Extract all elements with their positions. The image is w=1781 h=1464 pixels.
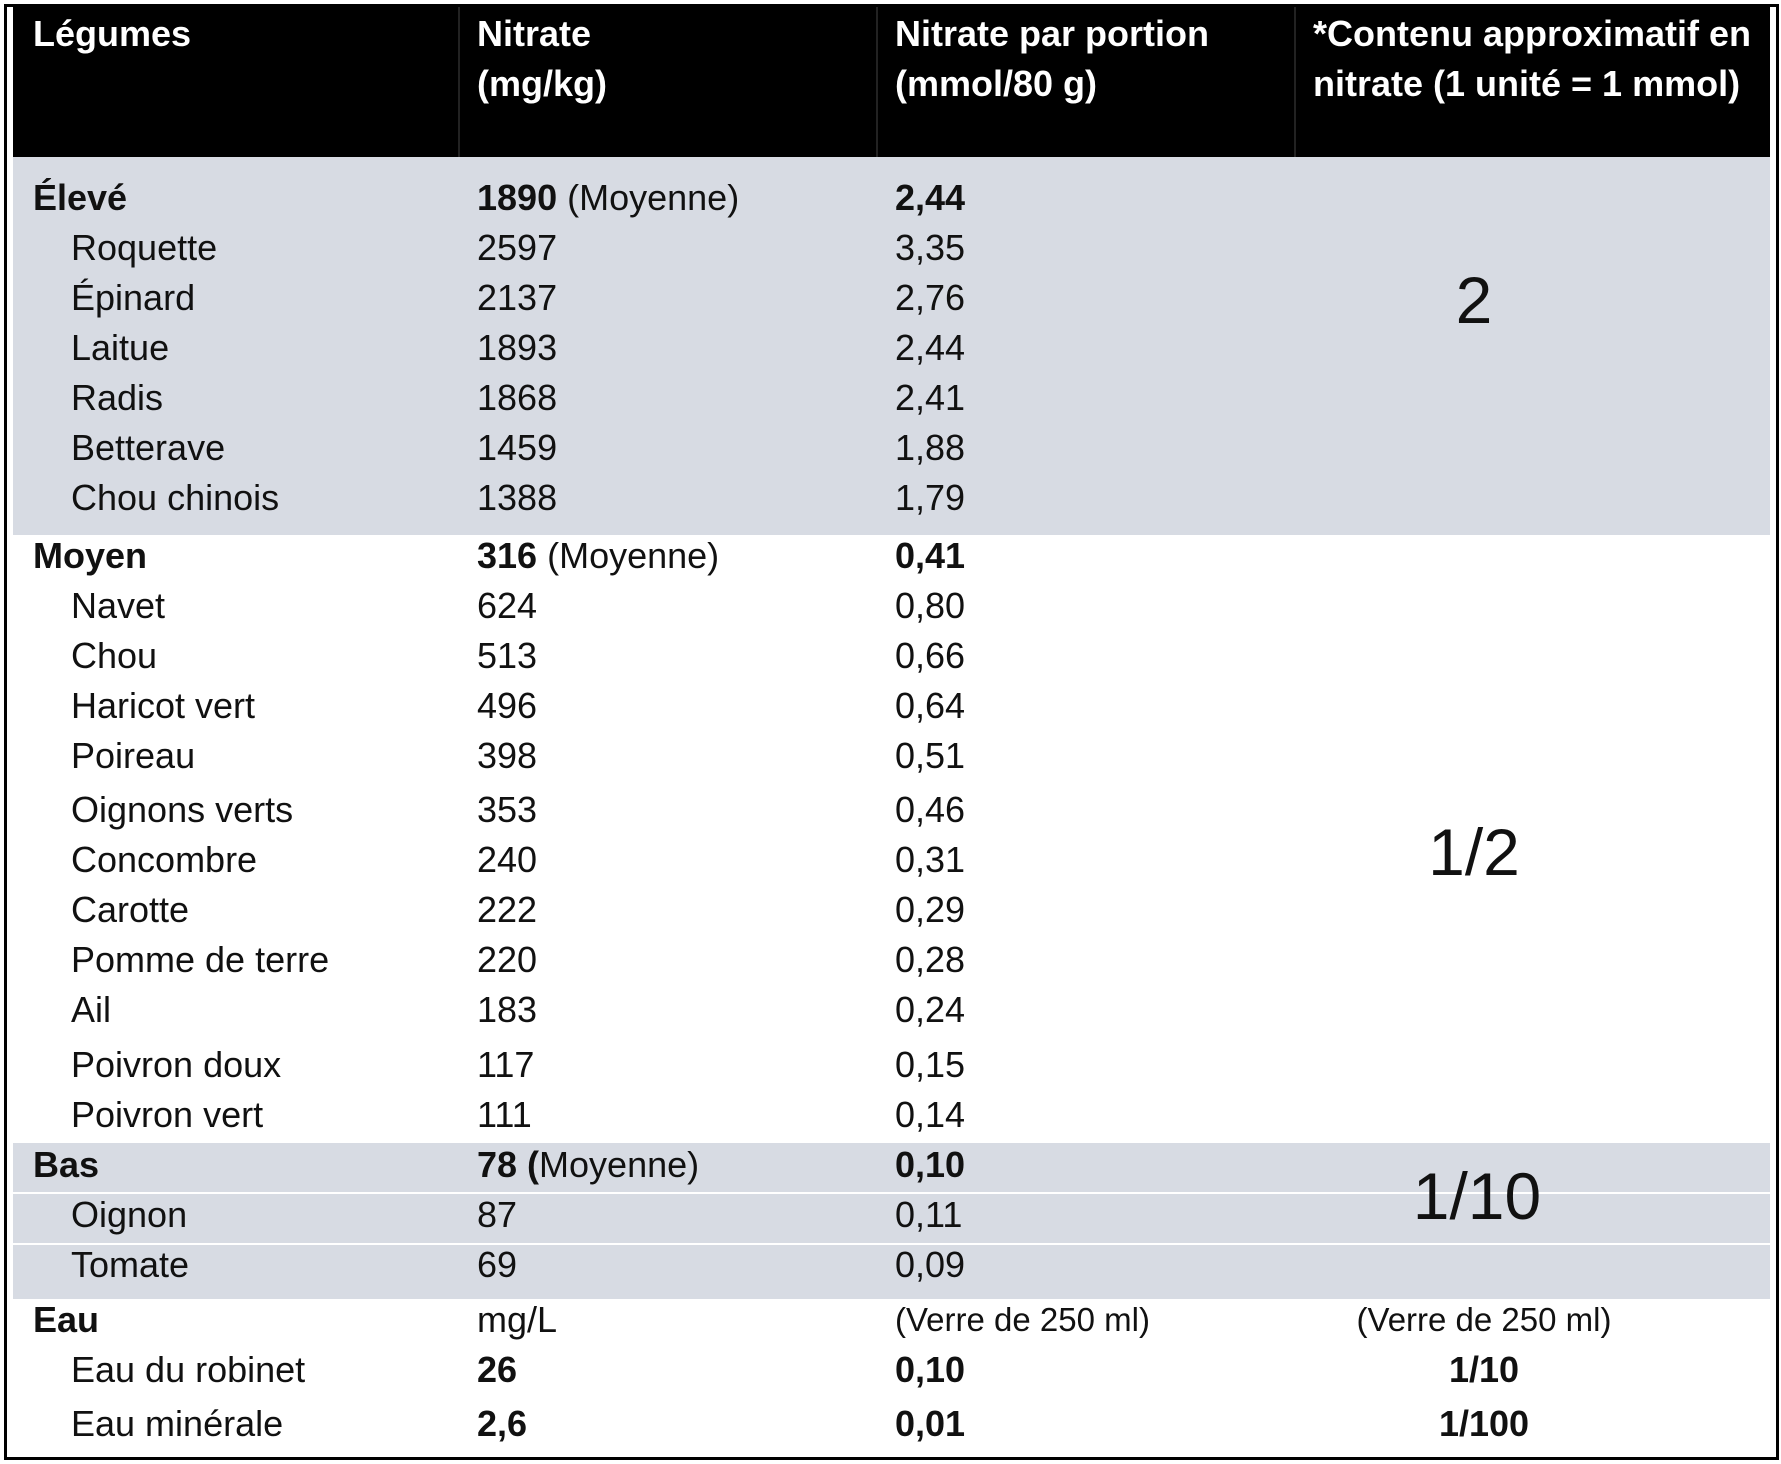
item-value: 513: [477, 635, 538, 676]
item-name: Concombre: [71, 839, 258, 880]
item-portion: 0,24: [895, 989, 966, 1030]
item-portion: 0,51: [895, 735, 966, 776]
average-value: 316: [477, 535, 538, 576]
item-name: Oignons verts: [71, 789, 294, 830]
average-note: (Moyenne): [567, 177, 740, 218]
header-portion-line2: (mmol/80 g): [895, 63, 1098, 104]
average-value: 1890: [477, 177, 558, 218]
water-item-portion: 0,10: [895, 1349, 966, 1390]
item-name: Épinard: [71, 277, 196, 318]
item-value: 111: [477, 1094, 532, 1135]
item-portion: 0,46: [895, 789, 966, 830]
item-name: Betterave: [71, 427, 226, 468]
item-value: 353: [477, 789, 538, 830]
item-name: Tomate: [71, 1244, 190, 1285]
group-label-water: Eau: [33, 1299, 100, 1340]
item-portion: 0,31: [895, 839, 966, 880]
average-value: 78 (: [477, 1144, 540, 1185]
water-item-name: Eau minérale: [71, 1403, 284, 1444]
item-name: Ail: [71, 989, 112, 1030]
item-name: Pomme de terre: [71, 939, 330, 980]
average-note: Moyenne): [539, 1144, 700, 1185]
item-portion: 0,29: [895, 889, 966, 930]
item-portion: 2,44: [895, 327, 966, 368]
units-high: 2: [1455, 263, 1493, 337]
row-separator: [13, 1243, 1770, 1245]
item-name: Oignon: [71, 1194, 188, 1235]
group-portion-medium: 0,41: [895, 535, 966, 576]
item-name: Haricot vert: [71, 685, 256, 726]
item-value: 69: [477, 1244, 518, 1285]
item-value: 240: [477, 839, 538, 880]
item-portion: 0,15: [895, 1044, 966, 1085]
item-value: 1388: [477, 477, 558, 518]
item-portion: 0,09: [895, 1244, 966, 1285]
item-value: 183: [477, 989, 538, 1030]
header-divider: [458, 7, 460, 157]
item-value: 87: [477, 1194, 518, 1235]
item-portion: 0,80: [895, 585, 966, 626]
item-value: 117: [477, 1044, 535, 1085]
item-portion: 0,28: [895, 939, 966, 980]
item-name: Radis: [71, 377, 164, 418]
item-name: Chou chinois: [71, 477, 280, 518]
group-average-high: [477, 175, 739, 221]
item-portion: 1,88: [895, 427, 966, 468]
item-name: Poivron doux: [71, 1044, 282, 1085]
nitrate-table: [4, 4, 1779, 1460]
item-value: 1459: [477, 427, 558, 468]
water-item-value: 26: [477, 1349, 518, 1390]
item-portion: 0,14: [895, 1094, 966, 1135]
water-item-units: 1/100: [1438, 1403, 1530, 1444]
header-nitrate-line1: Nitrate: [477, 13, 592, 54]
item-portion: 0,64: [895, 685, 966, 726]
header-divider: [1294, 7, 1296, 157]
item-portion: 2,76: [895, 277, 966, 318]
units-medium: 1/2: [1428, 815, 1520, 889]
header-units-line2: nitrate (1 unité = 1 mmol): [1313, 63, 1741, 104]
item-value: 222: [477, 889, 538, 930]
item-portion: 1,79: [895, 477, 966, 518]
item-name: Roquette: [71, 227, 218, 268]
water-item-units: 1/10: [1448, 1349, 1520, 1390]
item-value: 398: [477, 735, 538, 776]
item-portion: 0,66: [895, 635, 966, 676]
header-portion-line1: Nitrate par portion: [895, 13, 1210, 54]
water-glass-units: (Verre de 250 ml): [1356, 1301, 1612, 1338]
item-name: Carotte: [71, 889, 190, 930]
item-name: Poireau: [71, 735, 196, 776]
item-value: 624: [477, 585, 538, 626]
item-portion: 0,11: [895, 1194, 963, 1235]
item-name: Laitue: [71, 327, 170, 368]
item-value: 496: [477, 685, 538, 726]
group-portion-low: 0,10: [895, 1144, 966, 1185]
water-unit: mg/L: [477, 1299, 558, 1340]
header-nitrate-line2: (mg/kg): [477, 63, 607, 104]
item-name: Chou: [71, 635, 158, 676]
item-portion: 2,41: [895, 377, 966, 418]
item-portion: 3,35: [895, 227, 966, 268]
item-name: Navet: [71, 585, 166, 626]
water-item-portion: 0,01: [895, 1403, 966, 1444]
group-label-high: Élevé: [33, 177, 128, 218]
item-name: Poivron vert: [71, 1094, 264, 1135]
item-value: 1893: [477, 327, 558, 368]
header-units-line1: *Contenu approximatif en: [1313, 13, 1752, 54]
units-low: 1/10: [1412, 1159, 1542, 1233]
item-value: 1868: [477, 377, 558, 418]
group-average-low: [477, 1142, 699, 1188]
group-average-medium: [477, 533, 719, 579]
water-item-value: 2,6: [477, 1403, 528, 1444]
water-item-name: Eau du robinet: [71, 1349, 306, 1390]
item-value: 2597: [477, 227, 558, 268]
header-divider: [876, 7, 878, 157]
group-label-medium: Moyen: [33, 535, 148, 576]
item-value: 2137: [477, 277, 558, 318]
water-glass-portion: (Verre de 250 ml): [895, 1301, 1150, 1338]
group-label-low: Bas: [33, 1144, 100, 1185]
item-value: 220: [477, 939, 538, 980]
group-portion-high: 2,44: [895, 177, 966, 218]
header-vegetables: Légumes: [33, 13, 192, 54]
average-note: (Moyenne): [547, 535, 720, 576]
